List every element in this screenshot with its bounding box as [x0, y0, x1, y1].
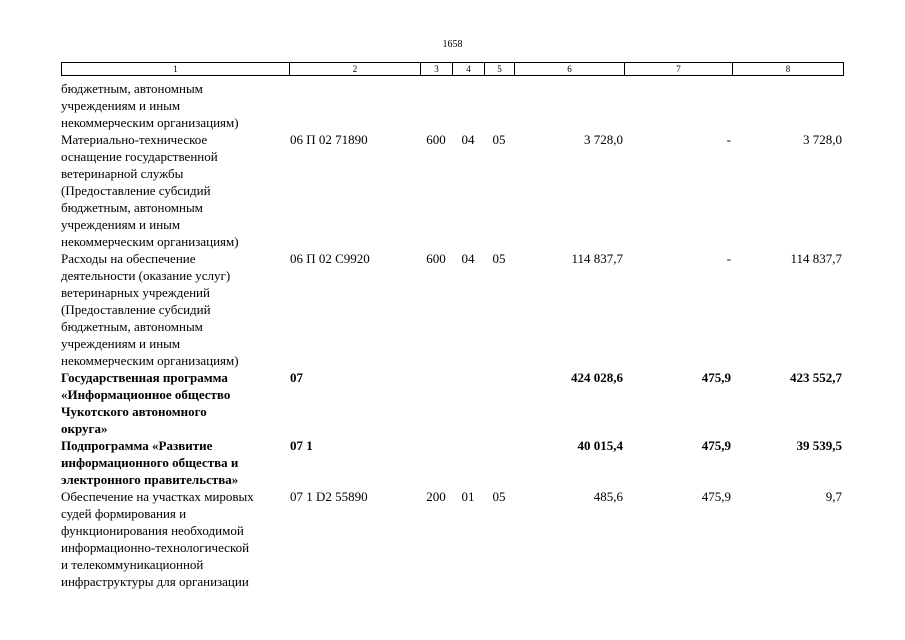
section-cell — [452, 437, 484, 488]
subsection-cell — [484, 437, 514, 488]
column-number: 5 — [485, 63, 515, 76]
column-number: 7 — [625, 63, 733, 76]
section-cell — [452, 80, 484, 131]
table-row — [61, 369, 843, 437]
section-cell: 04 — [461, 251, 475, 266]
amount-cell: 424 028,6 — [571, 370, 623, 385]
amount-cell — [514, 80, 624, 131]
change-cell: 475,9 — [701, 438, 731, 453]
amount-total-cell — [732, 80, 843, 131]
section-cell: 01 — [461, 489, 475, 504]
expense-type-cell — [420, 369, 452, 437]
column-number: 6 — [515, 63, 625, 76]
row-name-cell: Расходы на обеспечение деятельности (оказание услуг) ветеринарных учреждений (Предоставление субсидий бюджетным, автономным учреждениям и иным некоммерческим организациям) — [61, 251, 239, 368]
page-number: 1658 — [442, 39, 463, 50]
expense-type-cell — [420, 80, 452, 131]
amount-total-cell: 39 539,5 — [796, 438, 842, 453]
column-number-row — [62, 63, 844, 76]
expense-type-cell: 600 — [426, 132, 446, 147]
table-header — [61, 62, 844, 76]
expense-type-cell — [420, 437, 452, 488]
target-code-cell: 06 П 02 71890 — [290, 132, 368, 147]
subsection-cell: 05 — [492, 489, 506, 504]
subsection-cell — [484, 80, 514, 131]
amount-total-cell: 114 837,7 — [790, 251, 842, 266]
amount-cell: 3 728,0 — [584, 132, 623, 147]
target-code-cell: 07 1 — [290, 438, 313, 453]
table-row — [61, 488, 843, 590]
amount-cell: 40 015,4 — [577, 438, 623, 453]
column-number: 2 — [290, 63, 421, 76]
expense-type-cell: 200 — [426, 489, 446, 504]
target-code-cell: 07 — [290, 370, 303, 385]
column-number: 3 — [421, 63, 453, 76]
section-cell: 04 — [461, 132, 475, 147]
change-cell: 475,9 — [701, 489, 731, 504]
table-row — [61, 437, 843, 488]
table-row — [61, 80, 843, 131]
change-cell: 475,9 — [701, 370, 731, 385]
row-name-cell: Подпрограмма «Развитие информационного общества и электронного правительства» — [61, 438, 239, 487]
target-code-cell — [289, 80, 420, 131]
change-cell: - — [726, 132, 731, 147]
expense-type-cell: 600 — [426, 251, 446, 266]
amount-cell: 485,6 — [593, 489, 623, 504]
subsection-cell: 05 — [492, 251, 506, 266]
amount-total-cell: 3 728,0 — [803, 132, 842, 147]
amount-total-cell: 9,7 — [825, 489, 842, 504]
column-number: 8 — [733, 63, 844, 76]
column-number: 1 — [62, 63, 290, 76]
target-code-cell: 06 П 02 С9920 — [290, 251, 370, 266]
amount-cell: 114 837,7 — [571, 251, 623, 266]
table-row — [61, 131, 843, 250]
target-code-cell: 07 1 D2 55890 — [290, 489, 368, 504]
table-row — [61, 250, 843, 369]
change-cell: - — [726, 251, 731, 266]
amount-total-cell: 423 552,7 — [790, 370, 842, 385]
row-name-cell: бюджетным, автономным учреждениям и иным некоммерческим организациям) — [61, 81, 239, 130]
section-cell — [452, 369, 484, 437]
column-number: 4 — [453, 63, 485, 76]
subsection-cell: 05 — [492, 132, 506, 147]
row-name-cell: Государственная программа «Информационное общество Чукотского автономного округа» — [61, 370, 231, 436]
row-name-cell: Материально-техническое оснащение государственной ветеринарной службы (Предоставление субсидий бюджетным, автономным учреждениям и иным некоммерческим организациям) — [61, 132, 239, 249]
change-cell — [624, 80, 732, 131]
budget-table — [61, 80, 843, 590]
row-name-cell: Обеспечение на участках мировых судей формирования и функционирования необходимой информационно-технологической и телекоммуникационной инфраструктуры для организации — [61, 489, 254, 589]
subsection-cell — [484, 369, 514, 437]
